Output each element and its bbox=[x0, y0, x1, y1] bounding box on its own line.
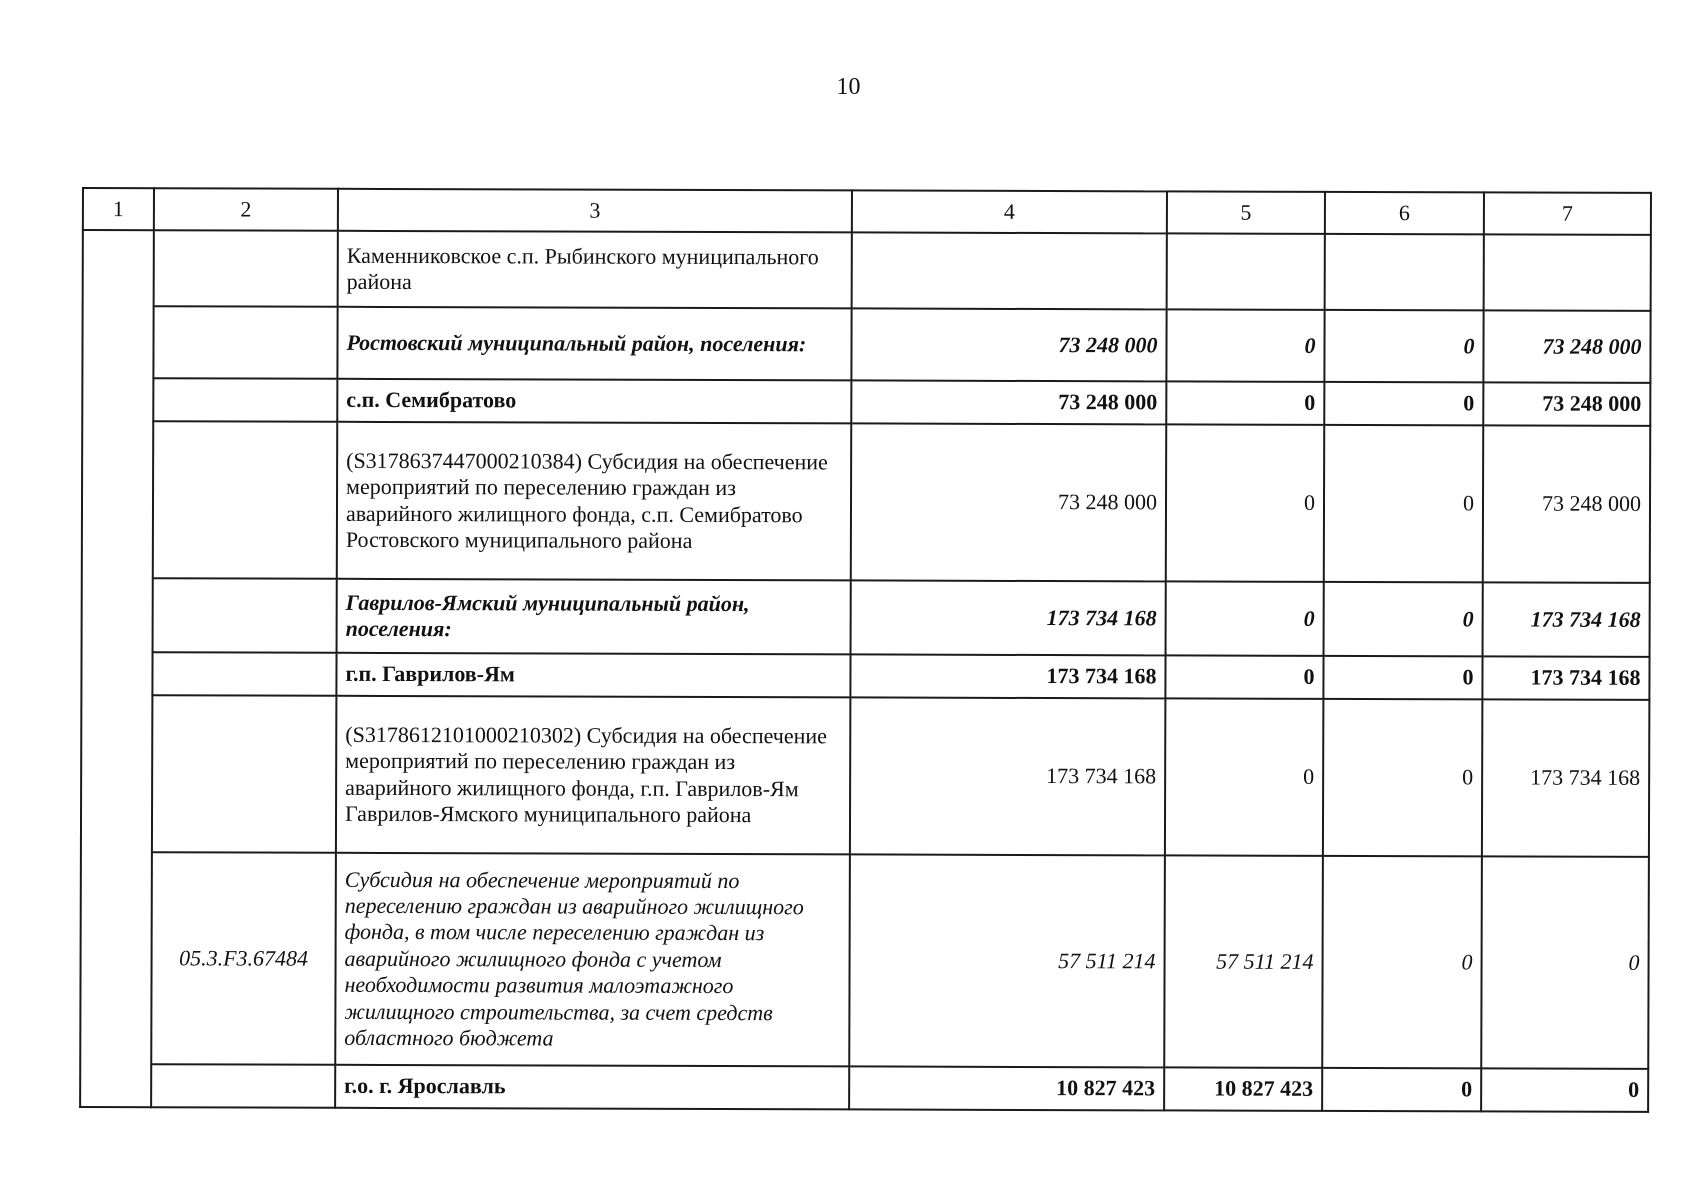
code-cell bbox=[154, 230, 338, 307]
name-cell: г.о. г. Ярославль bbox=[335, 1065, 849, 1110]
value-cell: 0 bbox=[1324, 425, 1483, 582]
table-row bbox=[82, 306, 1650, 383]
value-cell: 0 bbox=[1166, 424, 1324, 581]
value-cell: 10 827 423 bbox=[849, 1066, 1164, 1110]
code-cell bbox=[153, 421, 337, 579]
table-row bbox=[81, 695, 1649, 857]
name-cell: г.п. Гаврилов-Ям bbox=[336, 653, 850, 698]
table-row bbox=[82, 378, 1650, 426]
name-cell: Ростовский муниципальный район, поселения: bbox=[337, 307, 851, 381]
value-cell: 73 248 000 bbox=[851, 380, 1166, 424]
value-cell: 0 bbox=[1323, 656, 1482, 699]
value-cell: 173 734 168 bbox=[851, 580, 1166, 655]
column-header: 3 bbox=[338, 189, 852, 233]
code-cell bbox=[151, 1064, 335, 1108]
value-cell: 73 248 000 bbox=[1483, 425, 1650, 583]
table-row bbox=[81, 652, 1649, 700]
budget-table bbox=[79, 187, 1652, 1113]
column-header: 1 bbox=[83, 188, 154, 230]
code-cell bbox=[153, 578, 337, 653]
name-cell: Субсидия на обеспечение мероприятий по переселению граждан из аварийного жилищного фонда, в том числе переселению граждан из аварийного жилищного фонда с учетом необходимости развития малоэтажного жилищного строительства, за счет средств областного бюджета bbox=[335, 853, 850, 1067]
value-cell: 173 734 168 bbox=[850, 654, 1165, 698]
value-cell: 73 248 000 bbox=[1483, 310, 1650, 383]
value-cell: 73 248 000 bbox=[851, 308, 1166, 381]
table-row bbox=[82, 421, 1650, 583]
code-cell bbox=[152, 652, 336, 696]
code-cell bbox=[152, 695, 336, 853]
code-cell: 05.3.F3.67484 bbox=[151, 852, 336, 1065]
value-cell: 0 bbox=[1165, 698, 1323, 855]
value-cell bbox=[1167, 233, 1325, 309]
value-cell: 0 bbox=[1166, 581, 1324, 655]
column-header: 5 bbox=[1167, 191, 1325, 233]
column-header: 2 bbox=[154, 188, 338, 231]
column-header: 6 bbox=[1325, 192, 1484, 234]
value-cell: 173 734 168 bbox=[1483, 582, 1650, 657]
value-cell: 0 bbox=[1322, 856, 1482, 1068]
value-cell bbox=[852, 232, 1167, 309]
value-cell bbox=[1484, 234, 1651, 311]
value-cell: 173 734 168 bbox=[850, 697, 1165, 855]
value-cell: 0 bbox=[1165, 655, 1323, 698]
value-cell: 173 734 168 bbox=[1482, 699, 1649, 857]
code-cell bbox=[153, 306, 337, 379]
value-cell: 0 bbox=[1322, 1068, 1481, 1111]
table-row bbox=[80, 1064, 1648, 1112]
value-cell: 0 bbox=[1324, 382, 1483, 425]
value-cell: 0 bbox=[1481, 1068, 1648, 1112]
table-row bbox=[83, 230, 1651, 311]
name-cell: Гаврилов-Ямский муниципальный район, поселения: bbox=[337, 579, 851, 655]
value-cell: 173 734 168 bbox=[1482, 656, 1649, 700]
value-cell: 0 bbox=[1166, 309, 1324, 381]
name-cell: с.п. Семибратово bbox=[337, 379, 851, 424]
merged-column-1-cell bbox=[80, 230, 154, 1107]
value-cell: 0 bbox=[1323, 699, 1482, 856]
value-cell: 57 511 214 bbox=[849, 854, 1165, 1067]
value-cell: 0 bbox=[1166, 381, 1324, 424]
column-header: 4 bbox=[852, 190, 1167, 233]
column-header: 7 bbox=[1484, 192, 1651, 235]
value-cell: 0 bbox=[1324, 310, 1483, 382]
page-number: 10 bbox=[836, 74, 861, 100]
value-cell: 57 511 214 bbox=[1164, 855, 1323, 1067]
value-cell: 73 248 000 bbox=[851, 423, 1166, 581]
code-cell bbox=[153, 378, 337, 422]
name-cell: Каменниковское с.п. Рыбинского муниципального района bbox=[338, 231, 852, 309]
value-cell: 0 bbox=[1324, 582, 1483, 656]
value-cell bbox=[1325, 234, 1484, 310]
value-cell: 0 bbox=[1481, 856, 1649, 1069]
value-cell: 10 827 423 bbox=[1164, 1067, 1322, 1110]
table-header-row bbox=[83, 188, 1651, 235]
table-row bbox=[82, 578, 1650, 657]
name-cell: (S3178637447000210384) Субсидия на обеспечение мероприятий по переселению граждан из аварийного жилищного фонда, с.п. Семибратово Ростовского муниципального района bbox=[337, 422, 851, 581]
table-row bbox=[80, 852, 1649, 1069]
value-cell: 73 248 000 bbox=[1483, 382, 1650, 426]
name-cell: (S3178612101000210302) Субсидия на обеспечение мероприятий по переселению граждан из аварийного жилищного фонда, г.п. Гаврилов-Ям Гаврилов-Ямского муниципального района bbox=[336, 696, 850, 855]
